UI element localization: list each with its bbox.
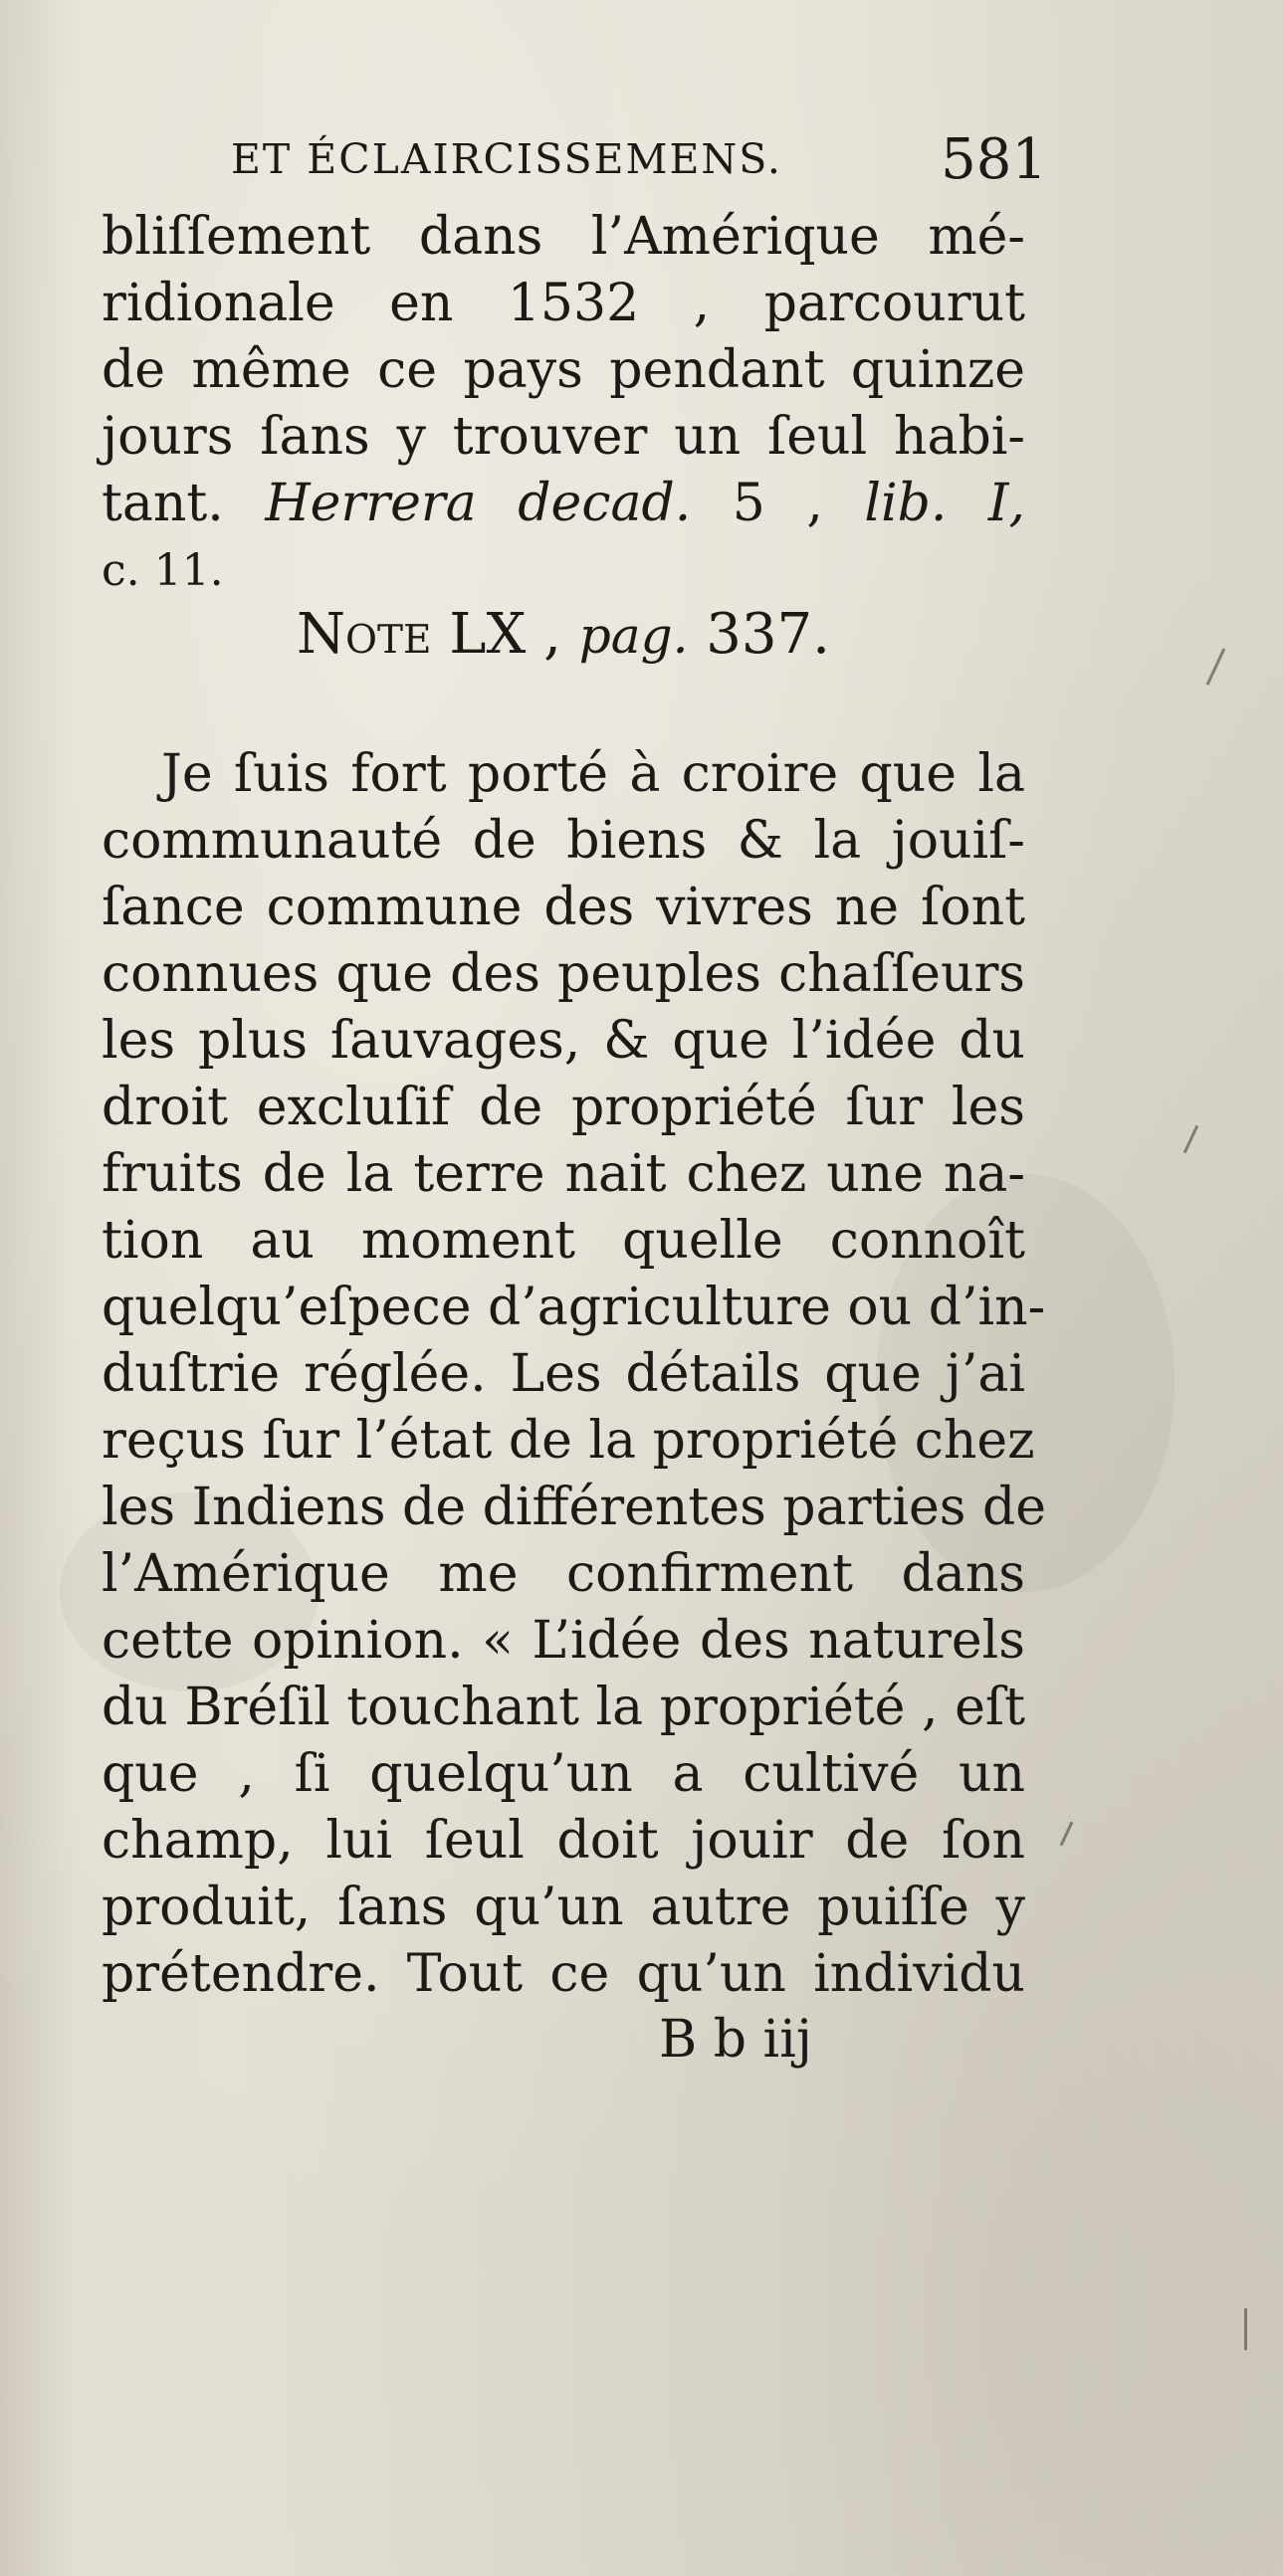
chapter-reference: c. 11. — [102, 545, 224, 596]
note-heading — [102, 602, 1025, 667]
page-number: 581 — [941, 127, 1047, 192]
text-line: champ, lui ſeul doit jouir de ſon — [102, 1811, 1025, 1871]
paper-mark — [1060, 1822, 1074, 1847]
text-line: reçus ſur l’état de la propriété chez — [102, 1411, 1035, 1471]
text-line: du Bréſil touchant la propriété , eſt — [102, 1678, 1025, 1737]
text-line: l’Amérique me confirment dans — [102, 1544, 1025, 1604]
text-line: communauté de biens & la jouiſ- — [102, 811, 1025, 871]
text-line: jours ſans y trouver un ſeul habi- — [102, 407, 1025, 467]
text-line: connues que des peuples chaſſeurs — [102, 944, 1025, 1004]
text-line: que , ſi quelqu’un a cultivé un — [102, 1744, 1025, 1804]
continuation-paragraph — [102, 204, 1025, 604]
text-line: droit excluſif de propriété ſur les — [102, 1078, 1025, 1137]
text-line: quelqu’eſpece d’agriculture ou d’in- — [102, 1278, 1046, 1337]
text-line: bliſſement dans l’Amérique mé- — [102, 207, 1025, 267]
text-line: fruits de la terre nait chez une na- — [102, 1144, 1025, 1204]
signature-mark: B b iij — [659, 2010, 812, 2070]
text-line: produit, ſans qu’un autre puiſſe y — [102, 1878, 1025, 1937]
text-line: les Indiens de différentes parties de — [102, 1478, 1046, 1537]
note-page-ref: 337. — [706, 602, 830, 667]
note-paragraph — [102, 741, 1046, 2008]
citation-decad-number: 5 , — [732, 474, 823, 533]
text-line: prétendre. Tout ce qu’un individu — [102, 1944, 1025, 2004]
text-line: Je ſuis fort porté à croire que la — [161, 744, 1025, 804]
running-head-title: ET ÉCLAIRCISSEMENS. — [231, 135, 782, 183]
citation-lib: lib. — [864, 474, 948, 533]
text-line: les plus ſauvages, & que l’idée du — [102, 1011, 1025, 1071]
paper-mark — [1206, 648, 1226, 686]
citation-prefix: tant. — [102, 474, 224, 533]
note-pag: pag. — [578, 607, 689, 665]
note-label: Note LX , — [297, 602, 561, 667]
text-line: cette opinion. « L’idée des naturels — [102, 1611, 1025, 1671]
paper-mark — [1183, 1125, 1198, 1153]
citation-line — [102, 471, 1025, 537]
citation-author: Herrera — [265, 474, 477, 533]
text-line: tion au moment quelle connoît — [102, 1211, 1025, 1271]
text-line: ridionale en 1532 , parcourut — [102, 274, 1025, 333]
citation-decad: decad. — [518, 474, 692, 533]
paper-mark — [1244, 2308, 1247, 2350]
running-head — [231, 127, 1047, 192]
text-line: duſtrie réglée. Les détails que j’ai — [102, 1344, 1025, 1404]
text-line: ſance commune des vivres ne ſont — [102, 878, 1025, 937]
citation-lib-number: I, — [987, 474, 1025, 533]
text-line: de même ce pays pendant quinze — [102, 340, 1025, 400]
